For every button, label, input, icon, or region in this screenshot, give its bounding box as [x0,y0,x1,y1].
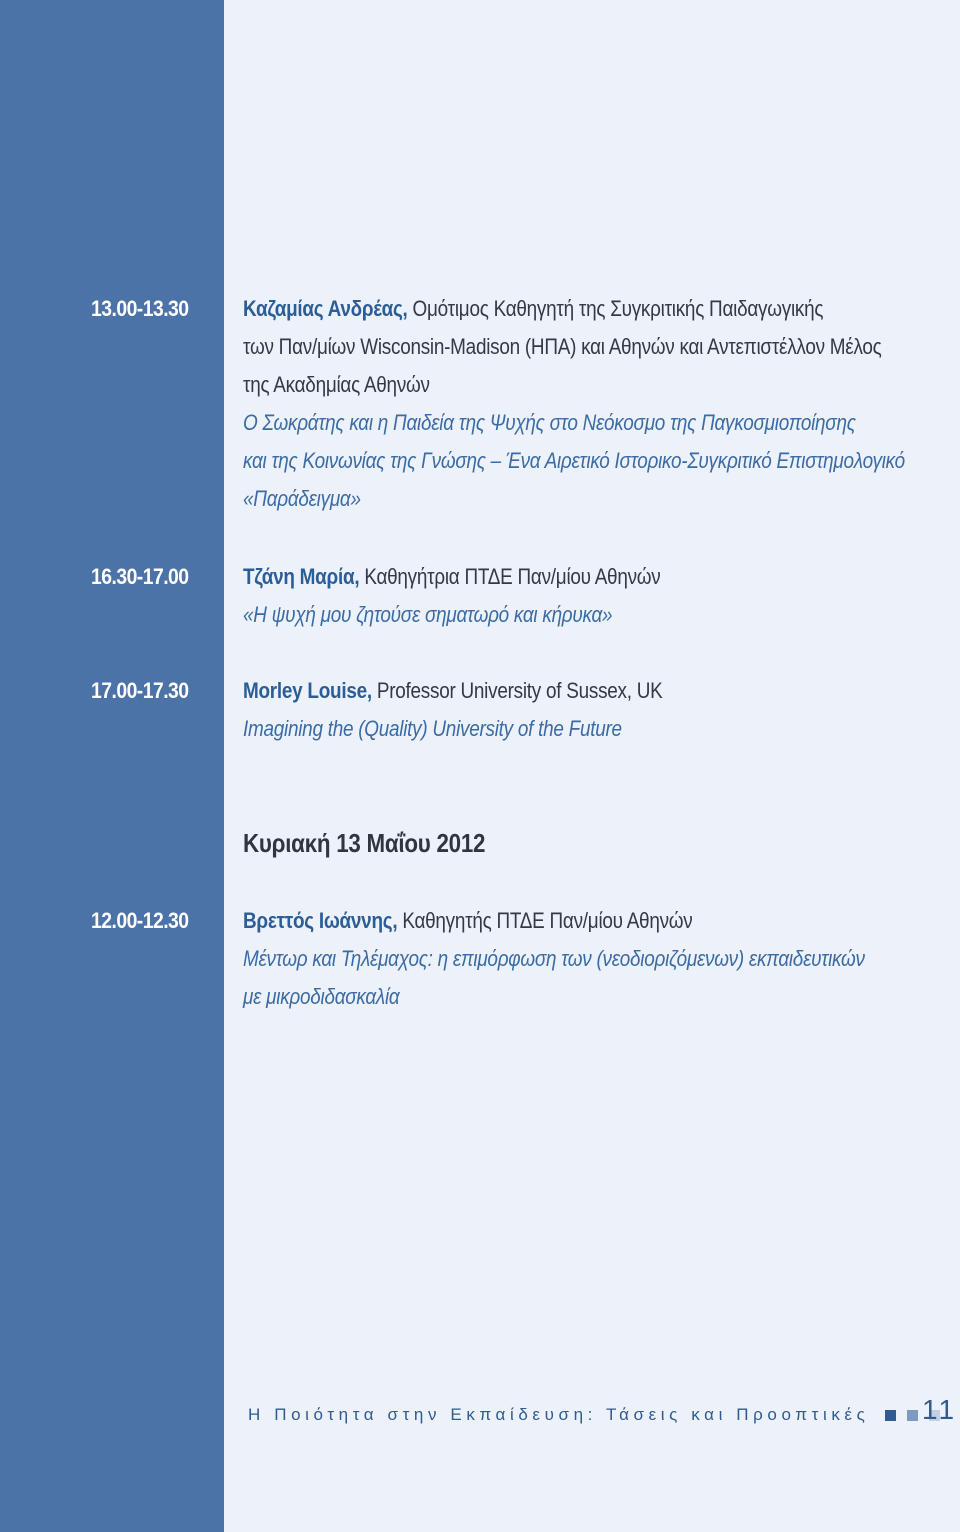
speaker-name: Βρεττός Ιωάννης, [243,908,398,933]
session-time: 16.30-17.00 [91,564,189,589]
speaker-name: Καζαμίας Ανδρέας, [243,296,408,321]
session-entry [243,672,933,748]
page-number: 11 [922,1394,958,1425]
speaker-name: Τζάνη Μαρία, [243,564,360,589]
footer-title: Η Ποιότητα στην Εκπαίδευση: Τάσεις και Προοπτικές [248,1405,870,1424]
speaker-line [243,902,836,940]
speaker-line [243,290,836,328]
talk-title: με μικροδιδασκαλία [243,984,400,1009]
sidebar-band [0,0,224,1532]
session-entry [243,290,933,518]
session-entry [243,902,933,1016]
day-heading: Κυριακή 13 Μαΐου 2012 [243,828,486,858]
speaker-role: Καθηγήτρια ΠΤΔΕ Παν/μίου Αθηνών [359,564,661,589]
talk-title: «Παράδειγμα» [243,486,361,511]
session-time: 17.00-17.30 [91,678,189,703]
speaker-line [243,558,836,596]
speaker-role: των Παν/μίων Wisconsin-Madison (ΗΠΑ) και Αθηνών και Αντεπιστέλλον Μέλος [243,334,882,359]
speaker-role: της Ακαδημίας Αθηνών [243,372,430,397]
session-time: 12.00-12.30 [91,908,189,933]
square-icon [885,1410,896,1421]
talk-title: και της Κοινωνίας της Γνώσης – Ένα Αιρετικό Ιστορικο-Συγκριτικό Επιστημολογικό [243,448,905,473]
speaker-role: Καθηγητής ΠΤΔΕ Παν/μίου Αθηνών [397,908,693,933]
talk-title: Ο Σωκράτης και η Παιδεία της Ψυχής στο Νεόκοσμο της Παγκοσμιοποίησης [243,410,856,435]
speaker-line [243,672,836,710]
speaker-name: Morley Louise, [243,678,372,703]
page-footer [248,1397,951,1433]
speaker-role: Ομότιμος Καθηγητή της Συγκριτικής Παιδαγωγικής [407,296,824,321]
square-icon [907,1410,918,1421]
speaker-role: Professor University of Sussex, UK [371,678,663,703]
talk-title: Μέντωρ και Τηλέμαχος: η επιμόρφωση των (νεοδιοριζόμενων) εκπαιδευτικών [243,946,865,971]
session-time: 13.00-13.30 [91,296,189,321]
talk-title: Imagining the (Quality) University of the Future [243,716,622,741]
talk-title: «Η ψυχή μου ζητούσε σηματωρό και κήρυκα» [243,602,613,627]
session-entry [243,558,933,634]
